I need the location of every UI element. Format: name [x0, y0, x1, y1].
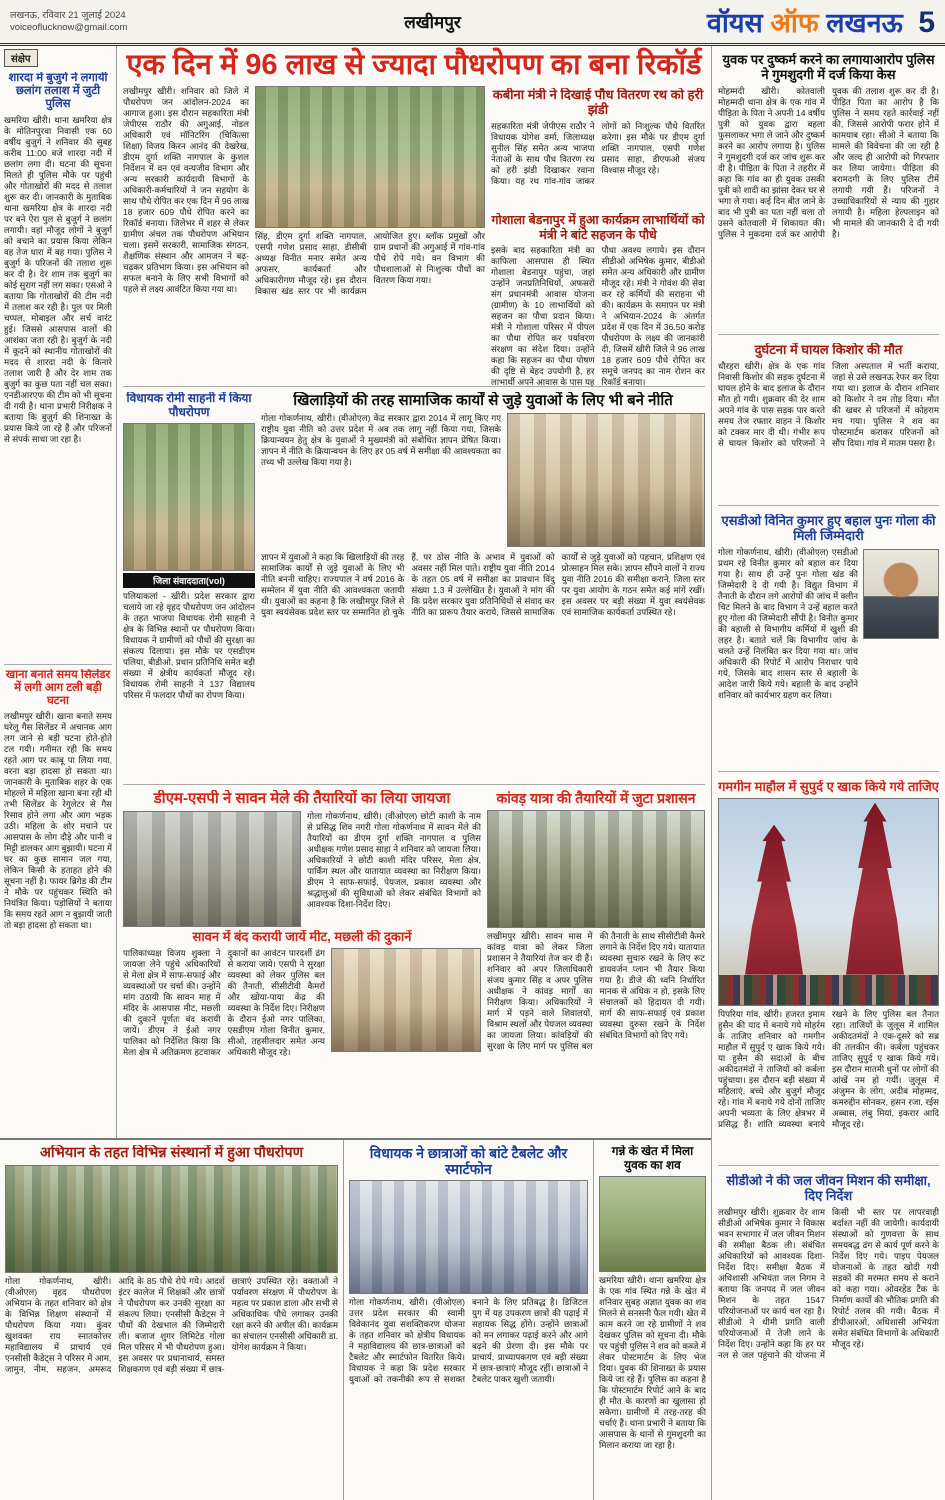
- sdo-body-wrap: [718, 547, 939, 765]
- abhiyan-story: [0, 1140, 344, 1500]
- dateline: लखनऊ, रविवार 21 जुलाई 2024: [10, 9, 126, 21]
- sawan-top-row: [123, 811, 481, 927]
- main-story-headline: एक दिन में 96 लाख से ज्यादा पौधरोपण का बना रिकॉर्ड: [126, 49, 702, 81]
- brief-story2-body: लखीमपुर खीरी। खाना बनाते समय घरेलू गैस सिलेंडर में अचानक आग लग जाने से बड़ी घटना होते-होते टल गयी। गनीमत रही कि समय रहते आग पर काबू पा लिया गया, वरना बड़ा हादसा हो सकता था। जानकारी के मुताबिक शहर के एक मोहल्ले में महिला खाना बना रही थी तभी सिलेंडर के रेगुलेटर से गैस रिसाव होने लगा और आग भड़क उठी। महिला के शोर मचाने पर आसपास के लोग दौड़े और पानी व मिट्टी डालकर आग बुझायी। घटना में घर का कुछ सामान जल गया, लेकिन किसी के हताहत होने की सूचना नहीं है। फायर ब्रिगेड की टीम ने मौके पर पहुंचकर स्थिति को नियंत्रित किया। पड़ोसियों ने बताया कि समय रहते आग न बुझायी जाती तो बड़ा हादसा हो सकता था।: [4, 711, 112, 931]
- photo-plantation-event: [255, 86, 485, 228]
- divider: [718, 505, 939, 506]
- cdo-body: लखीमपुर खीरी। शुक्रवार देर शाम सीडीओ अभिषेक कुमार ने विकास भवन सभागार में जल जीवन मिशन की समीक्षा बैठक ली। संबंधित अधिकारियों को आवश्यक दिशा-निर्देश दिए। समीक्षा बैठक में अधिशासी अभियंता जल निगम ने बताया कि जनपद में जल जीवन मिशन के तहत 1547 परियोजनाओं पर कार्य चल रहा है। सीडीओ ने धीमी प्रगति वाली परियोजनाओं में तेजी लाने के निर्देश दिए। उन्होंने कहा कि हर घर नल से जल पहुंचाने की योजना में किसी भी स्तर पर लापरवाही बर्दाश्त नहीं की जायेगी। कार्यदायी संस्थाओं को गुणवत्ता के साथ समयबद्ध ढंग से कार्य पूर्ण करने के निर्देश दिए गये। पाइप पेयजल योजनाओं के तहत खोदी गयी सड़कों की मरम्मत समय से कराने को कहा गया। ओवरहेड टैंक के निर्माण कार्यों की भौतिक प्रगति की रिपोर्ट तलब की गयी। बैठक में डीपीआरओ, अधिशासी अभियंता समेत संबंधित विभागों के अधिकारी मौजूद रहे।: [718, 1206, 939, 1360]
- divider: [718, 771, 939, 772]
- khiladi-body: ज्ञापन में युवाओं ने कहा कि खिलाड़ियों की तरह सामाजिक कार्यों से जुड़े युवाओं के लिए भी नीति बननी चाहिए। राज्यपाल ने वर्ष 2016 के सम्मेलन में युवा नीति की आवश्यकता जतायी थी। युवाओं का कहना है कि लखीमपुर जिले से युवा स्वयंसेवक प्रदेश स्तर पर सम्मानित हो चुके हैं, पर ठोस नीति के अभाव में युवाओं को अवसर नहीं मिल पाते। राष्ट्रीय युवा नीति 2014 के तहत 05 वर्ष में समीक्षा का प्रावधान विंदु संख्या 1.3 में उल्लेखित है। युवाओं ने मांग की कि प्रदेश सरकार युवा प्रतिनिधियों से संवाद कर नीति का प्रारूप तैयार कराये, जिससे सामाजिक कार्यों से जुड़े युवाओं को पहचान, प्रशिक्षण एवं प्रोत्साहन मिल सके। ज्ञापन सौंपने वालों ने राज्य युवा नीति 2016 की समीक्षा कराने, जिला स्तर पर युवा आयोग के गठन समेत कई मांगें रखीं। इस अवसर पर बड़ी संख्या में युवा स्वयंसेवक एवं सामाजिक कार्यकर्ता उपस्थित रहे।: [261, 551, 705, 617]
- kanwar-body: लखीमपुर खीरी। सावन मास में कांवड़ यात्रा को लेकर जिला प्रशासन ने तैयारियां तेज कर दी हैं। शनिवार को अपर जिलाधिकारी संजय कुमार सिंह व अपर पुलिस अधीक्षक ने कांवड़ मार्गों का निरीक्षण किया। अधिकारियों ने मार्ग में पड़ने वाले शिवालयों, विश्राम स्थलों और पेयजल व्यवस्था का जायजा लिया। कांवड़ियों की सुरक्षा के लिए मार्ग पर पुलिस बल की तैनाती के साथ सीसीटीवी कैमरे लगाने के निर्देश दिए गये। यातायात व्यवस्था सुचारु रखने के लिए रूट डायवर्जन प्लान भी तैयार किया गया है। डीजे की ध्वनि निर्धारित मानक से अधिक न हो, इसके लिए संचालकों को हिदायत दी गयी। मार्ग की साफ-सफाई एवं प्रकाश व्यवस्था दुरुस्त रखने के निर्देश संबंधित विभागों को दिए गये।: [487, 930, 705, 1051]
- photo-ncc-cadets-plantation: [5, 1165, 338, 1273]
- goshala-body: इसके बाद सहकारिता मंत्री का काफिला आसपास ही स्थित गोशाला बेडनापुर पहुंचा, जहां उन्होंने जनप्रतिनिधियों, अफसरों संग प्रधानमंत्री आवास योजना (ग्रामीण) के 10 लाभार्थियों को सहजन का पौधा प्रदान किया। मंत्री ने गोशाला परिसर में पीपल का पौधा रोपित कर पर्यावरण संरक्षण का संदेश दिया। उन्होंने कहा कि सहजन का पौधा पोषण की दृष्टि से बेहद उपयोगी है, हर लाभार्थी अपने आवास के पास यह पौधा अवश्य लगाये। इस दौरान सीडीओ अभिषेक कुमार, बीडीओ समेत अन्य अधिकारी और ग्रामीण मौजूद रहे। मंत्री ने गोवंश की सेवा कर रहे कर्मियों की सराहना भी की। कार्यक्रम के समापन पर मंत्री ने अभियान-2024 के अंतर्गत प्रदेश में एक दिन में 36.50 करोड़ पौधरोपण के लक्ष्य की जानकारी दी, जिसमें खीरी जिले ने 96 लाख 18 हजार 609 पौधे रोपित कर समूचे जनपद का नाम रोशन कर रिकॉर्ड बनाया।: [491, 245, 705, 387]
- brand-word-of: ऑफ: [770, 8, 819, 38]
- minister-flag-headline: कबीना मंत्री ने दिखाई पौध वितरण रथ को हरी झंडी: [492, 88, 704, 118]
- low-block: [123, 784, 705, 1131]
- page-number: 5: [918, 6, 935, 39]
- tajiya-headline: गमगीन माहौल में सुपुर्द ए खाक किये गये ताजिए: [718, 779, 939, 794]
- main-story-right: [491, 86, 705, 386]
- procession-crowd: [719, 975, 938, 1005]
- sawan-bottom-row: [123, 948, 481, 1108]
- photo-tablet-distribution-students: [349, 1180, 588, 1294]
- mid-block: [123, 386, 705, 784]
- minister-flag-body: सहकारिता मंत्री जेपीएस राठौर ने विधायक योगेश वर्मा, जिलाध्यक्ष सुनील सिंह समेत अन्य भाजपा नेताओं के साथ पौध वितरण रथ को हरी झंडी दिखाकर रवाना किया। यह रथ गांव-गांव जाकर लोगों को निःशुल्क पौधे वितरित करेगा। इस मौके पर डीएम दुर्गा शक्ति नागपाल, एसपी गणेश प्रसाद साहा, डीएफओ संजय विश्वास मौजूद रहे।: [491, 121, 705, 187]
- romi-headline: विधायक रोमी साहनी में किया पौधरोपण: [126, 392, 252, 420]
- brief-story2-headline: खाना बनाते समय सिलेंडर में लगी आग टली बड़ी घटना: [5, 668, 111, 708]
- kanwar-story: [487, 788, 705, 1131]
- tajiya-body: पिपरिया गांव, खीरी। हजरत इमाम हुसैन की याद में बनाये गये मोहर्रम के ताजिए शनिवार को गमगीन माहौल में सुपुर्द ए खाक किये गये। या हुसैन की सदाओं के बीच अकीदतमंदों ने ताजियों को कर्बला पहुंचाया। इस दौरान बड़ी संख्या में महिलाएं, बच्चे और बुजुर्ग मौजूद रहे। गांव में बनाये गये दोनों ताजिए अपनी भव्यता के लिए क्षेत्रभर में प्रसिद्ध हैं। शांति व्यवस्था बनाये रखने के लिए पुलिस बल तैनात रहा। ताजियों के जुलूस में शामिल अकीदतमंदों ने एक-दूसरे को सब्र की तलकीन की। कर्बला पहुंचकर ताजिए सुपुर्द ए खाक किये गये। इस दौरान मातमी धुनों पर लोगों की आंखें नम हो गयीं। जुलूस में अंजुमन के लोग, अदीब मोहम्मद, कमरुद्दीन सोनकर, हसन रजा, रईस अब्बास, लंबु मियां, इकरार आदि मौजूद रहे।: [718, 1008, 939, 1129]
- masthead-dateline-block: [10, 10, 230, 34]
- ganna-body: खमरिया खीरी। थाना खमरिया क्षेत्र के एक गांव स्थित गन्ने के खेत में शनिवार सुबह अज्ञात युवक का शव मिलने से सनसनी फैल गयी। खेत में काम करने जा रहे ग्रामीणों ने शव देखकर पुलिस को सूचना दी। मौके पर पहुंची पुलिस ने शव को कब्जे में लेकर पोस्टमार्टम के लिए भेज दिया। युवक की शिनाख्त के प्रयास किये जा रहे हैं। पुलिस का कहना है कि पोस्टमार्टम रिपोर्ट आने के बाद ही मौत के कारणों का खुलासा हो सकेगा। ग्रामीणों में तरह-तरह की चर्चाएं हैं। थाना प्रभारी ने बताया कि आसपास के थानों से गुमशुदगी का मिलान कराया जा रहा है।: [599, 1274, 706, 1450]
- top-zone: [0, 46, 711, 1138]
- abhiyan-headline: अभियान के तहत विभिन्न संस्थानों में हुआ पौधरोपण: [39, 1145, 304, 1161]
- main-story-center: [255, 86, 485, 386]
- photo-sugarcane-field-scene: [599, 1176, 706, 1272]
- dushkarm-headline: युवक पर दुष्कर्म करने का लगायाआरोप पुलिस ने गुमशुदगी में दर्ज किया केस: [722, 53, 935, 82]
- masthead: [0, 0, 945, 46]
- sdo-headline: एसडीओ विनित कुमार हुए बहाल पुनः गोला की मिली जिम्मेदारी: [721, 513, 936, 543]
- main-story: [123, 86, 705, 386]
- sawan-subhead: सावन में बंद करायी जायें मीट, मछली की दुकानें: [192, 929, 412, 944]
- tablet-story: [344, 1140, 594, 1500]
- paper-brand: [635, 3, 935, 40]
- sawan-body1: गोला गोकर्णनाथ, खीरी। (वीओएल) छोटी काशी के नाम से प्रसिद्ध शिव नगरी गोला गोकर्णनाथ में सावन मेले की तैयारियों का डीएम दुर्गा शक्ति नागपाल व पुलिस अधीक्षक गणेश प्रसाद साहा ने शनिवार को जायजा लिया। अधिकारियों ने छोटी काशी मंदिर परिसर, मेला क्षेत्र, पार्किंग स्थल और यातायात व्यवस्था का निरीक्षण किया। डीएम ने साफ-सफाई, पेयजल, प्रकाश व्यवस्था और श्रद्धालुओं की सुविधाओं को लेकर संबंधित विभागों को आवश्यक दिशा-निर्देश दिए।: [307, 810, 481, 909]
- photo-palika-meeting: [331, 948, 481, 1052]
- romi-body: पलियाकलां - खीरी। प्रदेश सरकार द्वारा चलाये जा रहे वृहद पौधरोपण जन आंदोलन के तहत भाजपा विधायक रोमी साहनी ने क्षेत्र के विभिन्न स्थानों पर पौधरोपण किया। विधायक ने ग्रामीणों को पौधों की सुरक्षा का संकल्प दिलाया। इस मौके पर एसडीएम पलिया, बीडीओ, प्रधान प्रतिनिधि समेत बड़ी संख्या में क्षेत्रीय कार्यकर्ता मौजूद रहे। विधायक रोमी साहनी ने 137 विद्यालय परिसर में फलदार पौधों का रोपण किया।: [123, 591, 255, 701]
- sdo-body: गोला गोकर्णनाथ, खीरी। (वीओएल) एसडीओ प्रथम रहे विनीत कुमार को बहाल कर दिया गया है। साथ ही उन्हें पुनः गोला खंड की जिम्मेदारी दे दी गयी है। विद्युत विभाग में तैनाती के दौरान लगे आरोपों की जांच में क्लीन चिट मिलने के बाद विभाग ने उन्हें बहाल करते हुए गोला की जिम्मेदारी सौंपी है। विनीत कुमार की बहाली से विभागीय कर्मियों में खुशी की लहर है। बताते चलें कि विभागीय जांच के चलते उन्हें निलंबित कर दिया गया था। जांच अधिकारी की रिपोर्ट में आरोप निराधार पाये गये, जिसके बाद शासन स्तर से बहाली के आदेश जारी किये गये। बहाली के बाद उन्होंने शनिवार को कार्यभार ग्रहण कर लिया।: [718, 546, 858, 700]
- main-story-col1: लखीमपुर खीरी। शनिवार को जिले में पौधरोपण जन आंदोलन-2024 का आगाज हुआ। इस दौरान सहकारिता मंत्री जेपीएस राठौर की अगुआई, नोडल अधिकारी एवं मॉनिटरिंग (चिकित्सा शिक्षा) विजय किरन आनंद की देखरेख, डीएम दुर्गा शक्ति नागपाल के कुशल निर्देशन में वन एवं वन्यजीव विभाग और अन्य सरकारी कार्यदायी विभागों के अधिकारी-कर्मचारियों ने जन सहयोग के साथ पौधे रोपित कर एक दिन में 96 लाख 18 हजार 609 पौधे रोपित करने का रिकॉर्ड बनाया। जिलेभर में शहर से लेकर ग्रामीण अंचल तक पौधरोपण अभियान चला। इसमें सरकारी, सामाजिक संगठन, शैक्षणिक संस्थान और आमजन ने बढ़-चढ़कर प्रतिभाग किया। इस अभियान को सफल बनाने के लिए सभी विभागों को पहले से लक्ष्य आवंटित किया गया था।: [123, 86, 249, 295]
- khiladi-headline: खिलाड़ियों की तरह सामाजिक कार्यों से जुड़े युवाओं के लिए भी बने नीति: [293, 392, 673, 410]
- sawan-headline: डीएम-एसपी ने सावन मेले की तैयारियों का लिया जायजा: [153, 790, 451, 808]
- right-column: [711, 46, 945, 1500]
- brand-word-city: लखनऊ: [826, 8, 903, 38]
- main-story-col2: सिंह, डीएम दुर्गा शक्ति नागपाल, एसपी गणेश प्रसाद साहा, डीसीबी अध्यक्ष विनीत मनार समेत अन्य अफसर, कार्यकर्ता और अधिकारीगण मौजूद रहे। इस दौरान विकास खंड स्तर पर भी कार्यक्रम आयोजित हुए। ब्लॉक प्रमुखों और ग्राम प्रधानों की अगुआई में गांव-गांव पौधे रोपे गये। वन विभाग की पौधशालाओं से निःशुल्क पौधों का वितरण किया गया।: [255, 231, 485, 297]
- abhiyan-body: गोला गोकर्णनाथ, खीरी। (वीओएल) वृहद पौधरोपण अभियान के तहत शनिवार को क्षेत्र के विभिन्न शिक्षण संस्थानों में पौधरोपण किया गया। कुंवर खुशवक्त राय स्नातकोत्तर महाविद्यालय में प्राचार्य एवं एनसीसी कैडेट्स ने परिसर में आम, जामुन, नीम, सहजन, अमरूद आदि के 85 पौधे रोपे गये। आदर्श इंटर कालेज में शिक्षकों और छात्रों ने पौधरोपण कर उनकी सुरक्षा का संकल्प लिया। एनसीसी कैडेट्स ने पौधों की देखभाल की जिम्मेदारी ली। बजाज शुगर लिमिटेड गोला मिल परिसर में भी पौधरोपण हुआ। इस अवसर पर प्रधानाचार्य, समस्त शिक्षकगण एवं बड़ी संख्या में छात्र-छात्राएं उपस्थित रहे। वक्ताओं ने पर्यावरण संरक्षण में पौधरोपण के महत्व पर प्रकाश डाला और सभी से अधिकाधिक पौधे लगाकर उनकी रक्षा करने की अपील की। कार्यक्रम का संचालन एनसीसी अधिकारी डा. योगेश कार्यक्रम ने किया।: [5, 1275, 338, 1374]
- divider: [718, 1165, 939, 1166]
- tazia-tower-left: [745, 825, 803, 975]
- sawan-body2: पालिकाध्यक्ष विजय शुक्ला ने जायजा लेने पहुंचे अधिकारियों से मेला क्षेत्र में साफ-सफाई और व्यवस्थाओं पर चर्चा की। उन्होंने मांग उठायी कि सावन माह में मंदिर के आसपास मीट, मछली की दुकानें पूर्णतः बंद करायी जायें। डीएम ने ईओ नगर पालिका को निर्देशित किया कि मेला क्षेत्र में अतिक्रमण हटवाकर दुकानों का आवंटन पारदर्शी ढंग से कराया जाये। एसपी ने सुरक्षा व्यवस्था को लेकर पुलिस बल की तैनाती, सीसीटीवी कैमरों और खोया-पाया केंद्र की व्यवस्था के निर्देश दिए। निरीक्षण के दौरान ईओ नगर पालिका, एसडीएम गोला विनीत कुमार, सीओ, तहसीलदार समेत अन्य अधिकारी मौजूद रहे।: [123, 947, 325, 1057]
- photo-kanwar-route-inspection: [487, 810, 705, 928]
- tablet-headline: विधायक ने छात्राओं को बांटे टैबलेट और स्मार्टफोन: [369, 1145, 568, 1178]
- brief-column: [0, 46, 117, 1138]
- durghatna-headline: दुर्घटना में घायल किशोर की मौत: [754, 342, 903, 357]
- email: voiceoflucknow@gmail.com: [10, 21, 128, 33]
- khiladi-intro: गोला गोकर्णनाथ, खीरी। (वीओएल) केंद्र सरकार द्वारा 2014 में लागू किए गए राष्ट्रीय युवा नीति को उत्तर प्रदेश में अब तक लागू नहीं किया गया, जिसके क्रियान्वयन हेतु क्षेत्र के युवाओं ने मुख्यमंत्री को संबोधित ज्ञापन प्रेषित किया। ज्ञापन में नीति के क्रियान्वयन के लिए हर 05 वर्ष में समीक्षा की आवश्यकता का तथ्य भी उल्लेख किया गया है।: [261, 412, 501, 467]
- romi-photo-caption: जिला संवाददाता(vol): [123, 573, 255, 588]
- cdo-story: [718, 1170, 939, 1500]
- photo-sdo-vinit-kumar-portrait: [863, 549, 939, 639]
- main-column: [117, 46, 711, 1138]
- durghatna-body: धौरहरा खीरी। क्षेत्र के एक गांव निवासी किशोर की सड़क दुर्घटना में घायल होने के बाद इलाज के दौरान मौत हो गयी। शुक्रवार की देर शाम अपने गांव के पास सड़क पार करते समय तेज रफ्तार वाहन ने किशोर को टक्कर मार दी थी। गंभीर रूप से घायल किशोर को परिजनों ने जिला अस्पताल में भर्ती कराया, जहां से उसे लखनऊ रेफर कर दिया गया था। इलाज के दौरान शनिवार को किशोर ने दम तोड़ दिया। मौत की खबर से परिजनों में कोहराम मच गया। पुलिस ने शव का पोस्टमार्टम कराकर परिजनों को सौंप दिया। गांव में मातम पसरा है।: [718, 360, 939, 448]
- brand-word-voice: वॉयस: [706, 8, 763, 38]
- bottom-zone: [0, 1138, 711, 1500]
- edition-city: लखीमपुर: [404, 13, 461, 32]
- ganna-story: [594, 1140, 711, 1500]
- tajiya-story: [718, 776, 939, 1161]
- khiladi-top-row: [261, 413, 705, 549]
- photo-youth-memorandum-meeting: [507, 413, 705, 547]
- tazia-tower-right: [846, 803, 904, 975]
- khiladi-story: [261, 390, 705, 784]
- ganna-headline: गन्ने के खेत में मिला युवक का शव: [611, 1145, 694, 1172]
- page-content: [0, 46, 945, 1500]
- dushkarm-story: [718, 49, 939, 330]
- goshala-headline: गोशाला बेडनापुर में हुआ कार्यक्रम लाभार्थियों को मंत्री ने बांटे सहजन के पौधे: [491, 213, 705, 242]
- kanwar-headline: कांवड़ यात्रा की तैयारियों में जुटा प्रशासन: [496, 790, 696, 807]
- brief-label: संक्षेप: [4, 49, 38, 67]
- left-zone: [0, 46, 711, 1500]
- brief-story1-body: खमरिया खीरी। थाना खमरिया क्षेत्र के मोतिनपुरवा निवासी एक 60 वर्षीय बुजुर्ग ने शनिवार की सुबह करीब 11:00 बजे शारदा नदी में छलांग लगा दी। घटना की सूचना मिलते ही पुलिस मौके पर पहुंची और गोताखोरों की मदद से तलाश शुरू कर दी। जानकारी के मुताबिक थाना खमरिया क्षेत्र के शारदा नदी पर बने ऐरा पुल से बुजुर्ग ने छलांग लगायी। वहां मौजूद लोगों ने बुजुर्ग को बचाने का प्रयास किया लेकिन वह तेज धारा में बह गया। पुलिस ने बुजुर्ग के परिजनों की तलाश शुरू कर दी है। देर शाम तक बुजुर्ग का कोई सुराग नहीं लग सका। एसओ ने बताया कि गोताखोरों की टीम नदी में तलाश कर रही है। पुल पर मिली चप्पल, मोबाइल और सर्च वारंट हुई। जिससे आसपास वालों की आशंका जता रही है। बुजुर्ग के नदी में कूदने को स्थानीय गोताखोरों की मदद से शारदा नदी के किनारे तलाश जारी है और देर शाम तक बुजुर्ग का कुछ पता नहीं चल सका। एनडीआरएफ की टीम को भी सूचना दी गयी है। थाना प्रभारी निरीक्षक ने बताया कि बुजुर्ग की शिनाख्त के प्रयास किये जा रहे हैं और परिजनों से संपर्क साधा जा रहा है।: [4, 114, 112, 444]
- cdo-headline: सीडीओ ने की जल जीवन मिशन की समीक्षा, दिए निर्देश: [726, 1173, 931, 1203]
- divider: [4, 664, 112, 665]
- photo-dm-sp-fair-inspection: [123, 811, 301, 927]
- dushkarm-body: मोहम्मदी खीरी। कोतवाली मोहम्मदी थाना क्षेत्र के एक गांव में पीड़िता के पिता ने अपनी 14 वर्षीय पुत्री को युवक द्वारा बहला फुसलाकर भगा ले जाने और दुष्कर्म करने का आरोप लगाया है। पुलिस ने गुमशुदगी दर्ज कर जांच शुरू कर दी है। पीड़िता के पिता ने तहरीर में कहा कि गांव का ही युवक उसकी पुत्री को शादी का झांसा देकर घर से भगा ले गया। कई दिन बीत जाने के बाद भी पुत्री का पता नहीं चला तो उसने कोतवाली में शिकायत की। पुलिस ने मुकदमा दर्ज कर आरोपी युवक की तलाश शुरू कर दी है। पीड़ित पिता का आरोप है कि पुलिस ने समय रहते कार्रवाई नहीं की, जिससे आरोपी फरार होने में कामयाब रहा। सीओ ने बताया कि मामले की विवेचना की जा रही है और जल्द ही आरोपी को गिरफ्तार कर लिया जायेगा। पीड़िता की बरामदगी के लिए पुलिस टीमें लगायी गयी हैं। परिजनों ने उच्चाधिकारियों से न्याय की गुहार लगायी है। महिला हेल्पलाइन को भी मामले की जानकारी दे दी गयी है।: [718, 85, 939, 239]
- sawan-story: [123, 788, 481, 1131]
- divider: [718, 334, 939, 335]
- tablet-body: गोला गोकर्णनाथ, खीरी। (वीओएल) उत्तर प्रदेश सरकार की स्वामी विवेकानंद युवा सशक्तिकरण योजना के तहत शनिवार को क्षेत्रीय विधायक ने महाविद्यालय की छात्र-छात्राओं को टैबलेट और स्मार्टफोन वितरित किये। विधायक ने कहा कि प्रदेश सरकार युवाओं को तकनीकी रूप से सशक्त बनाने के लिए प्रतिबद्ध है। डिजिटल युग में यह उपकरण छात्रों की पढ़ाई में सहायक सिद्ध होंगे। उन्होंने छात्राओं को मन लगाकर पढ़ाई करने और आगे बढ़ने की प्रेरणा दी। इस मौके पर प्राचार्य, प्राध्यापकगण एवं बड़ी संख्या में छात्र-छात्राएं मौजूद रहीं। छात्राओं ने टैबलेट पाकर खुशी जतायी।: [349, 1297, 588, 1385]
- photo-romi-sahani-plantation: [123, 423, 255, 571]
- photo-tazia-procession: [718, 798, 939, 1006]
- romi-story: [123, 390, 255, 784]
- sdo-story: [718, 510, 939, 767]
- durghatna-story: [718, 339, 939, 501]
- brief-story1-headline: शारदा में बुजुर्ग ने लगायी छलांग तलाश में जुटी पुलिस: [8, 72, 108, 111]
